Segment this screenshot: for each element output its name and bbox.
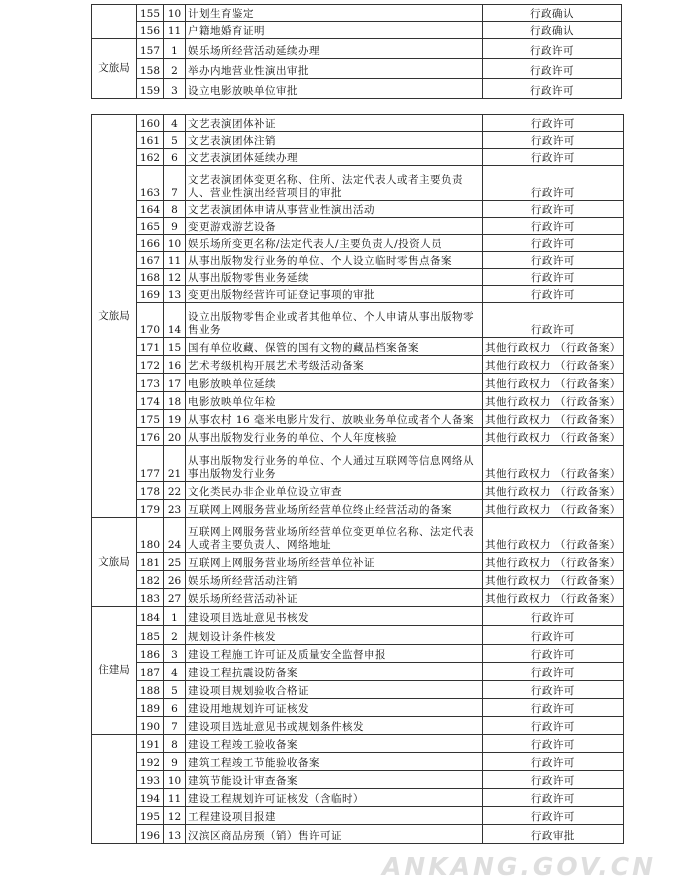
item-name-cell: 建筑节能设计审查备案 bbox=[186, 771, 483, 789]
item-name-cell: 艺术考级机构开展艺术考级活动备案 bbox=[186, 356, 483, 374]
item-name-cell: 电影放映单位延续 bbox=[186, 374, 483, 392]
table-row bbox=[92, 269, 624, 286]
item-name-cell: 娱乐场所经营活动补证 bbox=[186, 589, 483, 607]
item-type-cell: 行政许可 bbox=[483, 79, 622, 99]
table-row bbox=[92, 252, 624, 269]
row-number-cell: 188 bbox=[137, 681, 164, 699]
site-watermark: ANKANG.GOV.CN bbox=[381, 852, 656, 881]
sub-number-cell: 19 bbox=[164, 410, 186, 428]
sub-number-cell: 14 bbox=[164, 303, 186, 338]
table-row bbox=[92, 771, 624, 789]
item-type-cell: 行政许可 bbox=[483, 252, 624, 269]
item-type-cell: 行政许可 bbox=[483, 286, 624, 303]
item-name-cell: 建筑工程竣工节能验收备案 bbox=[186, 753, 483, 771]
item-name-cell: 从事出版物发行业务的单位、个人年度核验 bbox=[186, 428, 483, 446]
table-row bbox=[92, 589, 624, 607]
sub-number-cell: 9 bbox=[164, 218, 186, 235]
sub-number-cell: 11 bbox=[164, 789, 186, 807]
sub-number-cell: 6 bbox=[164, 699, 186, 717]
item-name-cell: 建设工程抗震设防备案 bbox=[186, 663, 483, 681]
row-number-cell: 184 bbox=[137, 607, 164, 626]
sub-number-cell: 13 bbox=[164, 286, 186, 303]
row-number-cell: 189 bbox=[137, 699, 164, 717]
item-type-cell: 行政许可 bbox=[483, 235, 624, 252]
sub-number-cell: 18 bbox=[164, 392, 186, 410]
item-type-cell: 行政许可 bbox=[483, 699, 624, 717]
dept-cell: 文旅局 bbox=[92, 518, 137, 607]
row-number-cell: 157 bbox=[137, 39, 164, 59]
table-row bbox=[92, 201, 624, 218]
table-row bbox=[92, 626, 624, 645]
item-name-cell: 文艺表演团体延续办理 bbox=[186, 149, 483, 166]
sub-number-cell: 1 bbox=[164, 39, 186, 59]
sub-number-cell: 10 bbox=[164, 235, 186, 252]
item-name-cell: 工程建设项目报建 bbox=[186, 807, 483, 825]
table-row bbox=[92, 374, 624, 392]
sub-number-cell: 3 bbox=[164, 645, 186, 663]
table-row bbox=[92, 392, 624, 410]
row-number-cell: 175 bbox=[137, 410, 164, 428]
item-type-cell: 行政许可 bbox=[483, 681, 624, 699]
item-type-cell: 行政审批 bbox=[483, 825, 624, 844]
item-type-cell: 行政许可 bbox=[483, 201, 624, 218]
table-row bbox=[92, 5, 622, 22]
sub-number-cell: 8 bbox=[164, 735, 186, 753]
item-type-cell: 行政确认 bbox=[483, 22, 622, 39]
item-name-cell: 从事出版物发行业务的单位、个人设立临时零售点备案 bbox=[186, 252, 483, 269]
item-name-cell: 计划生育鉴定 bbox=[186, 5, 483, 22]
item-name-cell: 从事出版物零售业务延续 bbox=[186, 269, 483, 286]
item-name-cell: 规划设计条件核发 bbox=[186, 626, 483, 645]
table-row bbox=[92, 753, 624, 771]
item-name-cell: 举办内地营业性演出审批 bbox=[186, 59, 483, 79]
item-name-cell: 娱乐场所经营活动延续办理 bbox=[186, 39, 483, 59]
table-row bbox=[92, 132, 624, 149]
sub-number-cell: 2 bbox=[164, 626, 186, 645]
item-type-cell: 其他行政权力 （行政备案） bbox=[483, 392, 624, 410]
item-name-cell: 建设用地规划许可证核发 bbox=[186, 699, 483, 717]
row-number-cell: 194 bbox=[137, 789, 164, 807]
item-type-cell: 行政许可 bbox=[483, 771, 624, 789]
row-number-cell: 158 bbox=[137, 59, 164, 79]
row-number-cell: 178 bbox=[137, 482, 164, 500]
sub-number-cell: 8 bbox=[164, 201, 186, 218]
row-number-cell: 192 bbox=[137, 753, 164, 771]
table-row bbox=[92, 286, 624, 303]
table-row bbox=[92, 303, 624, 338]
row-number-cell: 168 bbox=[137, 269, 164, 286]
item-type-cell: 行政许可 bbox=[483, 269, 624, 286]
item-name-cell: 文艺表演团体变更名称、住所、法定代表人或者主要负责人、营业性演出经营项目的审批 bbox=[186, 166, 483, 201]
item-type-cell: 其他行政权力 （行政备案） bbox=[483, 338, 624, 356]
sub-number-cell: 23 bbox=[164, 500, 186, 518]
item-name-cell: 文艺表演团体补证 bbox=[186, 115, 483, 132]
sub-number-cell: 4 bbox=[164, 115, 186, 132]
item-type-cell: 行政许可 bbox=[483, 789, 624, 807]
item-name-cell: 变更出版物经营许可证登记事项的审批 bbox=[186, 286, 483, 303]
sub-number-cell: 6 bbox=[164, 149, 186, 166]
item-type-cell: 其他行政权力 （行政备案） bbox=[483, 553, 624, 571]
item-type-cell: 行政许可 bbox=[483, 218, 624, 235]
row-number-cell: 186 bbox=[137, 645, 164, 663]
table-row bbox=[92, 553, 624, 571]
table-row bbox=[92, 807, 624, 825]
item-name-cell: 从事农村 16 毫米电影片发行、放映业务单位或者个人备案 bbox=[186, 410, 483, 428]
item-name-cell: 户籍地婚育证明 bbox=[186, 22, 483, 39]
sub-number-cell: 24 bbox=[164, 518, 186, 553]
row-number-cell: 160 bbox=[137, 115, 164, 132]
table-row bbox=[92, 825, 624, 844]
item-name-cell: 建设项目规划验收合格证 bbox=[186, 681, 483, 699]
item-type-cell: 其他行政权力 （行政备案） bbox=[483, 410, 624, 428]
table-row bbox=[92, 149, 624, 166]
item-type-cell: 其他行政权力 （行政备案） bbox=[483, 500, 624, 518]
table-row bbox=[92, 482, 624, 500]
item-name-cell: 汉滨区商品房预（销）售许可证 bbox=[186, 825, 483, 844]
row-number-cell: 182 bbox=[137, 571, 164, 589]
item-type-cell: 行政确认 bbox=[483, 5, 622, 22]
item-name-cell: 娱乐场所经营活动注销 bbox=[186, 571, 483, 589]
table-row bbox=[92, 338, 624, 356]
sub-number-cell: 22 bbox=[164, 482, 186, 500]
sub-number-cell: 3 bbox=[164, 79, 186, 99]
item-type-cell: 行政许可 bbox=[483, 149, 624, 166]
dept-cell: 文旅局 bbox=[92, 39, 137, 99]
row-number-cell: 170 bbox=[137, 303, 164, 338]
item-type-cell: 行政许可 bbox=[483, 607, 624, 626]
item-name-cell: 互联网上网服务营业场所经营单位终止经营活动的备案 bbox=[186, 500, 483, 518]
table-row bbox=[92, 681, 624, 699]
item-type-cell: 行政许可 bbox=[483, 166, 624, 201]
row-number-cell: 187 bbox=[137, 663, 164, 681]
row-number-cell: 174 bbox=[137, 392, 164, 410]
item-name-cell: 从事出版物发行业务的单位、个人通过互联网等信息网络从事出版物发行业务 bbox=[186, 446, 483, 482]
item-type-cell: 行政许可 bbox=[483, 753, 624, 771]
row-number-cell: 163 bbox=[137, 166, 164, 201]
table-row bbox=[92, 645, 624, 663]
table-row bbox=[92, 218, 624, 235]
table-row bbox=[92, 571, 624, 589]
table-row bbox=[92, 22, 622, 39]
item-type-cell: 其他行政权力 （行政备案） bbox=[483, 356, 624, 374]
table-row bbox=[92, 115, 624, 132]
table-row bbox=[92, 607, 624, 626]
item-name-cell: 变更游戏游艺设备 bbox=[186, 218, 483, 235]
item-type-cell: 行政许可 bbox=[483, 807, 624, 825]
sub-number-cell: 11 bbox=[164, 22, 186, 39]
item-type-cell: 行政许可 bbox=[483, 59, 622, 79]
dept-cell bbox=[92, 735, 137, 844]
item-type-cell: 行政许可 bbox=[483, 39, 622, 59]
item-type-cell: 行政许可 bbox=[483, 303, 624, 338]
table-row bbox=[92, 735, 624, 753]
table-row bbox=[92, 235, 624, 252]
item-name-cell: 娱乐场所变更名称/法定代表人/主要负责人/投资人员 bbox=[186, 235, 483, 252]
sub-number-cell: 10 bbox=[164, 5, 186, 22]
table-row bbox=[92, 79, 622, 99]
item-type-cell: 其他行政权力 （行政备案） bbox=[483, 446, 624, 482]
dept-cell: 文旅局 bbox=[92, 115, 137, 518]
table-row bbox=[92, 699, 624, 717]
sub-number-cell: 1 bbox=[164, 607, 186, 626]
item-type-cell: 其他行政权力 （行政备案） bbox=[483, 571, 624, 589]
row-number-cell: 179 bbox=[137, 500, 164, 518]
sub-number-cell: 12 bbox=[164, 807, 186, 825]
item-type-cell: 其他行政权力 （行政备案） bbox=[483, 428, 624, 446]
table-row bbox=[92, 518, 624, 553]
table-row bbox=[92, 166, 624, 201]
row-number-cell: 173 bbox=[137, 374, 164, 392]
item-type-cell: 行政许可 bbox=[483, 115, 624, 132]
item-type-cell: 行政许可 bbox=[483, 645, 624, 663]
table-row bbox=[92, 789, 624, 807]
sub-number-cell: 4 bbox=[164, 663, 186, 681]
row-number-cell: 195 bbox=[137, 807, 164, 825]
item-name-cell: 建设工程规划许可证核发（含临时） bbox=[186, 789, 483, 807]
sub-number-cell: 2 bbox=[164, 59, 186, 79]
catalog-table-part1 bbox=[91, 4, 622, 99]
table-row bbox=[92, 428, 624, 446]
item-type-cell: 其他行政权力 （行政备案） bbox=[483, 518, 624, 553]
item-name-cell: 文化类民办非企业单位设立审查 bbox=[186, 482, 483, 500]
row-number-cell: 167 bbox=[137, 252, 164, 269]
item-name-cell: 建设项目选址意见书或规划条件核发 bbox=[186, 717, 483, 735]
table-row bbox=[92, 39, 622, 59]
row-number-cell: 190 bbox=[137, 717, 164, 735]
table-row bbox=[92, 446, 624, 482]
table-row bbox=[92, 59, 622, 79]
row-number-cell: 181 bbox=[137, 553, 164, 571]
row-number-cell: 180 bbox=[137, 518, 164, 553]
item-name-cell: 国有单位收藏、保管的国有文物的藏品档案备案 bbox=[186, 338, 483, 356]
sub-number-cell: 12 bbox=[164, 269, 186, 286]
sub-number-cell: 7 bbox=[164, 717, 186, 735]
sub-number-cell: 16 bbox=[164, 356, 186, 374]
sub-number-cell: 25 bbox=[164, 553, 186, 571]
item-name-cell: 建设项目选址意见书核发 bbox=[186, 607, 483, 626]
item-name-cell: 建设工程竣工验收备案 bbox=[186, 735, 483, 753]
sub-number-cell: 9 bbox=[164, 753, 186, 771]
row-number-cell: 159 bbox=[137, 79, 164, 99]
row-number-cell: 166 bbox=[137, 235, 164, 252]
item-type-cell: 其他行政权力 （行政备案） bbox=[483, 482, 624, 500]
item-name-cell: 文艺表演团体申请从事营业性演出活动 bbox=[186, 201, 483, 218]
item-name-cell: 建设工程施工许可证及质量安全监督申报 bbox=[186, 645, 483, 663]
row-number-cell: 177 bbox=[137, 446, 164, 482]
row-number-cell: 169 bbox=[137, 286, 164, 303]
sub-number-cell: 11 bbox=[164, 252, 186, 269]
table-row bbox=[92, 410, 624, 428]
row-number-cell: 171 bbox=[137, 338, 164, 356]
catalog-table-part2 bbox=[91, 114, 624, 844]
item-name-cell: 电影放映单位年检 bbox=[186, 392, 483, 410]
row-number-cell: 176 bbox=[137, 428, 164, 446]
item-type-cell: 其他行政权力 （行政备案） bbox=[483, 374, 624, 392]
sub-number-cell: 20 bbox=[164, 428, 186, 446]
table-row bbox=[92, 500, 624, 518]
row-number-cell: 185 bbox=[137, 626, 164, 645]
table-row bbox=[92, 717, 624, 735]
table-row bbox=[92, 663, 624, 681]
item-type-cell: 行政许可 bbox=[483, 626, 624, 645]
item-type-cell: 行政许可 bbox=[483, 735, 624, 753]
dept-cell bbox=[92, 5, 137, 39]
sub-number-cell: 17 bbox=[164, 374, 186, 392]
row-number-cell: 164 bbox=[137, 201, 164, 218]
row-number-cell: 162 bbox=[137, 149, 164, 166]
sub-number-cell: 5 bbox=[164, 681, 186, 699]
table-row bbox=[92, 356, 624, 374]
sub-number-cell: 7 bbox=[164, 166, 186, 201]
sub-number-cell: 5 bbox=[164, 132, 186, 149]
item-type-cell: 其他行政权力 （行政备案） bbox=[483, 589, 624, 607]
item-name-cell: 文艺表演团体注销 bbox=[186, 132, 483, 149]
item-name-cell: 设立出版物零售企业或者其他单位、个人申请从事出版物零售业务 bbox=[186, 303, 483, 338]
item-name-cell: 互联网上网服务营业场所经营单位补证 bbox=[186, 553, 483, 571]
item-type-cell: 行政许可 bbox=[483, 663, 624, 681]
sub-number-cell: 15 bbox=[164, 338, 186, 356]
row-number-cell: 165 bbox=[137, 218, 164, 235]
item-type-cell: 行政许可 bbox=[483, 717, 624, 735]
item-type-cell: 行政许可 bbox=[483, 132, 624, 149]
row-number-cell: 156 bbox=[137, 22, 164, 39]
row-number-cell: 183 bbox=[137, 589, 164, 607]
row-number-cell: 155 bbox=[137, 5, 164, 22]
row-number-cell: 193 bbox=[137, 771, 164, 789]
sub-number-cell: 13 bbox=[164, 825, 186, 844]
sub-number-cell: 27 bbox=[164, 589, 186, 607]
item-name-cell: 互联网上网服务营业场所经营单位变更单位名称、法定代表人或者主要负责人、网络地址 bbox=[186, 518, 483, 553]
sub-number-cell: 21 bbox=[164, 446, 186, 482]
row-number-cell: 196 bbox=[137, 825, 164, 844]
item-name-cell: 设立电影放映单位审批 bbox=[186, 79, 483, 99]
row-number-cell: 172 bbox=[137, 356, 164, 374]
row-number-cell: 191 bbox=[137, 735, 164, 753]
row-number-cell: 161 bbox=[137, 132, 164, 149]
dept-cell: 住建局 bbox=[92, 607, 137, 735]
sub-number-cell: 26 bbox=[164, 571, 186, 589]
sub-number-cell: 10 bbox=[164, 771, 186, 789]
